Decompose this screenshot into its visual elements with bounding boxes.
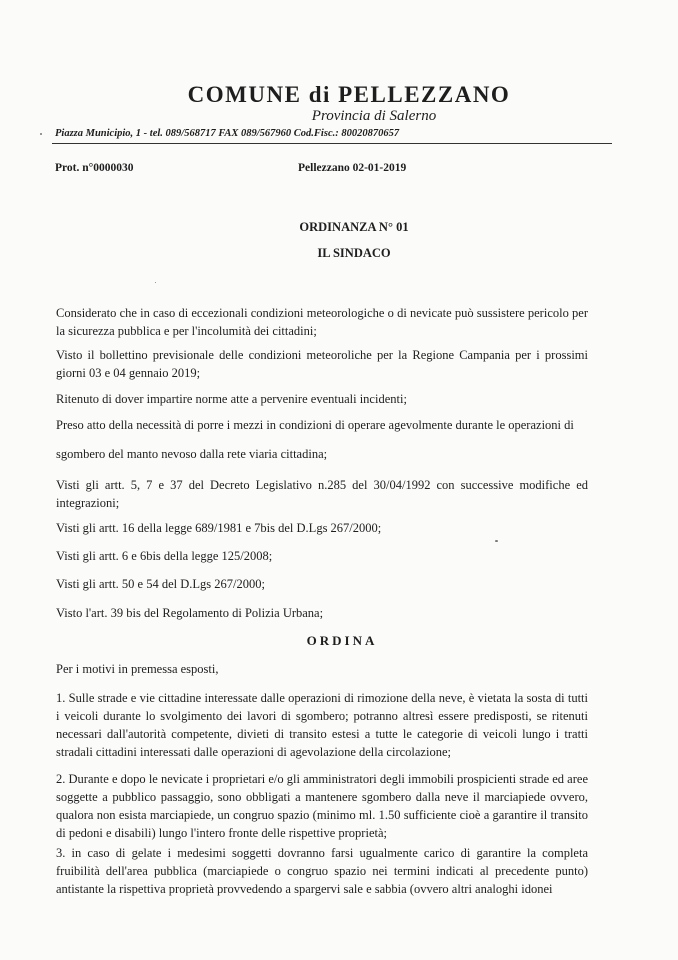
municipality-title: COMUNE di PELLEZZANO [187, 82, 511, 107]
address-line: Piazza Municipio, 1 - tel. 089/568717 FAX 089/567960 Cod.Fisc.: 80020870657 [55, 128, 400, 139]
order-paragraph: 2. Durante e dopo le nevicate i proprietari e/o gli amministratori degli immobili prospicienti strade ed aree soggette a pubblico passaggio, sono obbligati a mantenere sgombero dalla neve il marciapiede ovvero, qualora non esista marciapiede, un congruo spazio (minimo ml. 1.50 sufficiente cioè a garantire il transito di pedoni e disabili) lungo l'intero fronte delle rispettive proprietà; [56, 772, 588, 840]
premise-paragraph: Visto il bollettino previsionale delle condizioni meteoroliche per la Regione Campania per i prossimi giorni 03 e 04 gennaio 2019; [56, 348, 588, 380]
premise-paragraph: sgombero del manto nevoso dalla rete viaria cittadina; [56, 447, 328, 461]
order-paragraph: 1. Sulle strade e vie cittadine interessate dalle operazioni di rimozione della neve, è vietata la sosta di tutti i veicoli durante lo svolgimento dei lavori di sgombero; potranno altresì essere predisposti, se ritenuti necessari dall'autorità competente, divieti di transito estesi a tutte le categorie di veicoli lungo i tratti stradali cittadini interessati dalle operazioni di agevolazione della circolazione; [56, 691, 588, 759]
scan-speck [155, 282, 156, 283]
premise-paragraph: Preso atto della necessità di porre i mezzi in condizioni di operare agevolmente durante le operazioni di [56, 418, 574, 432]
intro-line: Per i motivi in premessa esposti, [56, 662, 219, 676]
protocol-number: Prot. n°0000030 [55, 162, 134, 174]
premise-paragraph: Visti gli artt. 16 della legge 689/1981 e 7bis del D.Lgs 267/2000; [56, 521, 382, 535]
premise-paragraph: Considerato che in caso di eccezionali condizioni meteorologiche o di nevicate può sussistere pericolo per la sicurezza pubblica e per l'incolumità dei cittadini; [56, 306, 588, 338]
header-rule [52, 143, 612, 144]
scan-speck [40, 133, 42, 135]
ordinance-heading: ORDINANZA N° 01 [299, 220, 409, 234]
premise-paragraph: Visti gli artt. 6 e 6bis della legge 125/2008; [56, 549, 273, 563]
premise-paragraph: Visti gli artt. 5, 7 e 37 del Decreto Legislativo n.285 del 30/04/1992 con successive modifiche ed integrazioni; [56, 478, 588, 510]
province-subtitle: Provincia di Salerno [311, 108, 437, 124]
place-date: Pellezzano 02-01-2019 [298, 162, 407, 174]
scan-speck [495, 540, 498, 542]
order-paragraph: 3. in caso di gelate i medesimi soggetti dovranno farsi ugualmente carico di garantire la completa fruibilità dell'area pubblica (marciapiede o congruo spazio nei termini indicati al precedente punto) antistante la rispettiva proprietà provvedendo a spargervi sale e sabbia (ovvero altri analoghi idonei [56, 846, 588, 896]
mayor-heading: IL SINDACO [317, 246, 391, 260]
premise-paragraph: Ritenuto di dover impartire norme atte a pervenire eventuali incidenti; [56, 392, 407, 406]
premise-paragraph: Visti gli artt. 50 e 54 del D.Lgs 267/2000; [56, 577, 265, 591]
ordina-heading: ORDINA [306, 633, 378, 648]
premise-paragraph: Visto l'art. 39 bis del Regolamento di Polizia Urbana; [56, 606, 324, 620]
